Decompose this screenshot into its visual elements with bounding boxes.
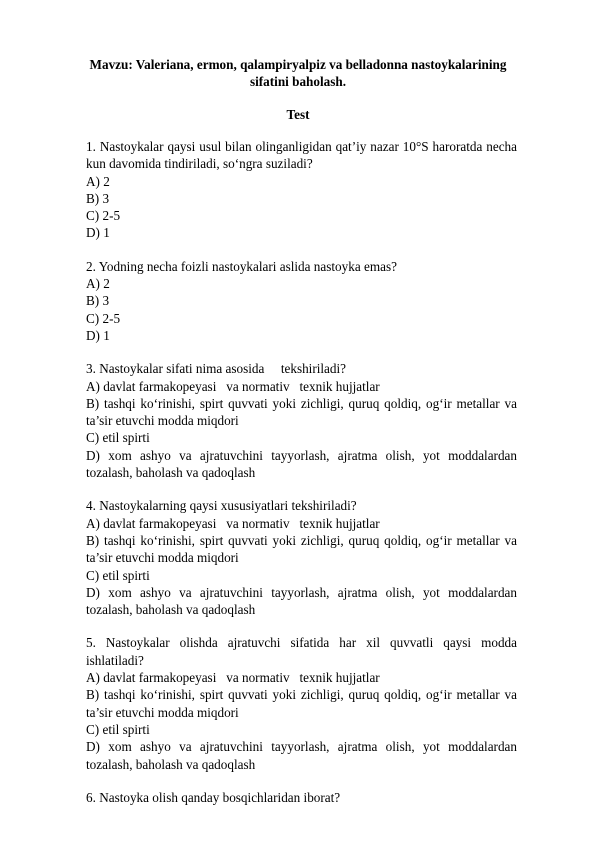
answer-option-c: C) etil spirti [86, 430, 150, 446]
answer-option-d: D) xom ashyo va ajratuvchini tayyorlash, ajratma olish, yot moddalardan tozalash, baholash va qadoqlash [86, 739, 517, 772]
question-6 [86, 789, 517, 806]
answer-option-a: A) davlat farmakopeyasi va normativ texnik hujjatlar [86, 670, 380, 686]
answer-option-c: C) 2-5 [86, 310, 121, 326]
answer-option-c: C) etil spirti [86, 567, 150, 583]
answer-option-b: B) 3 [86, 190, 110, 206]
question-3 [86, 360, 517, 481]
answer-option-b: B) 3 [86, 293, 110, 309]
test-heading: Test [286, 107, 310, 122]
document-title: Mavzu: Valeriana, ermon, qalampiryalpiz va belladonna nastoykalarining sifatini baholash. [89, 57, 507, 89]
question-text: 3. Nastoykalar sifati nima asosida tekshiriladi? [86, 361, 347, 377]
question-5 [86, 634, 517, 772]
question-text: 6. Nastoyka olish qanday bosqichlaridan iborat? [86, 789, 341, 805]
answer-option-b: B) tashqi ko‘rinishi, spirt quvvati yoki zichligi, quruq qoldiq, og‘ir metallar va ta’sir etuvchi modda miqdori [86, 532, 517, 566]
answer-option-b: B) tashqi ko‘rinishi, spirt quvvati yoki zichligi, quruq qoldiq, og‘ir metallar va ta’sir etuvchi modda miqdori [86, 687, 517, 720]
question-2 [86, 258, 517, 344]
question-text: 2. Yodning necha foizli nastoykalari aslida nastoyka emas? [86, 258, 397, 274]
answer-option-c: C) etil spirti [86, 721, 150, 737]
question-list [86, 138, 517, 822]
question-text: 1. Nastoykalar qaysi usul bilan olinganligidan qat’iy nazar 10°S haroratda necha kun davomida tindiriladi, so‘ngra suziladi? [86, 139, 517, 172]
question-4 [86, 497, 517, 618]
answer-option-d: D) 1 [86, 327, 110, 343]
answer-option-d: D) xom ashyo va ajratuvchini tayyorlash, ajratma olish, yot moddalardan tozalash, baholash va qadoqlash [86, 584, 517, 618]
question-1 [86, 138, 517, 242]
answer-option-c: C) 2-5 [86, 208, 121, 224]
answer-option-d: D) xom ashyo va ajratuvchini tayyorlash, ajratma olish, yot moddalardan tozalash, baholash va qadoqlash [86, 447, 517, 481]
question-text: 4. Nastoykalarning qaysi xususiyatlari tekshiriladi? [86, 498, 357, 514]
answer-option-b: B) tashqi ko‘rinishi, spirt quvvati yoki zichligi, quruq qoldiq, og‘ir metallar va ta’sir etuvchi modda miqdori [86, 395, 517, 429]
answer-option-a: A) davlat farmakopeyasi va normativ texnik hujjatlar [86, 378, 380, 394]
answer-option-d: D) 1 [86, 225, 110, 241]
answer-option-a: A) 2 [86, 173, 110, 189]
answer-option-a: A) 2 [86, 276, 110, 292]
answer-option-a: A) davlat farmakopeyasi va normativ texnik hujjatlar [86, 515, 380, 531]
question-text: 5. Nastoykalar olishda ajratuvchi sifatida har xil quvvatli qaysi modda ishlatiladi? [86, 635, 517, 668]
